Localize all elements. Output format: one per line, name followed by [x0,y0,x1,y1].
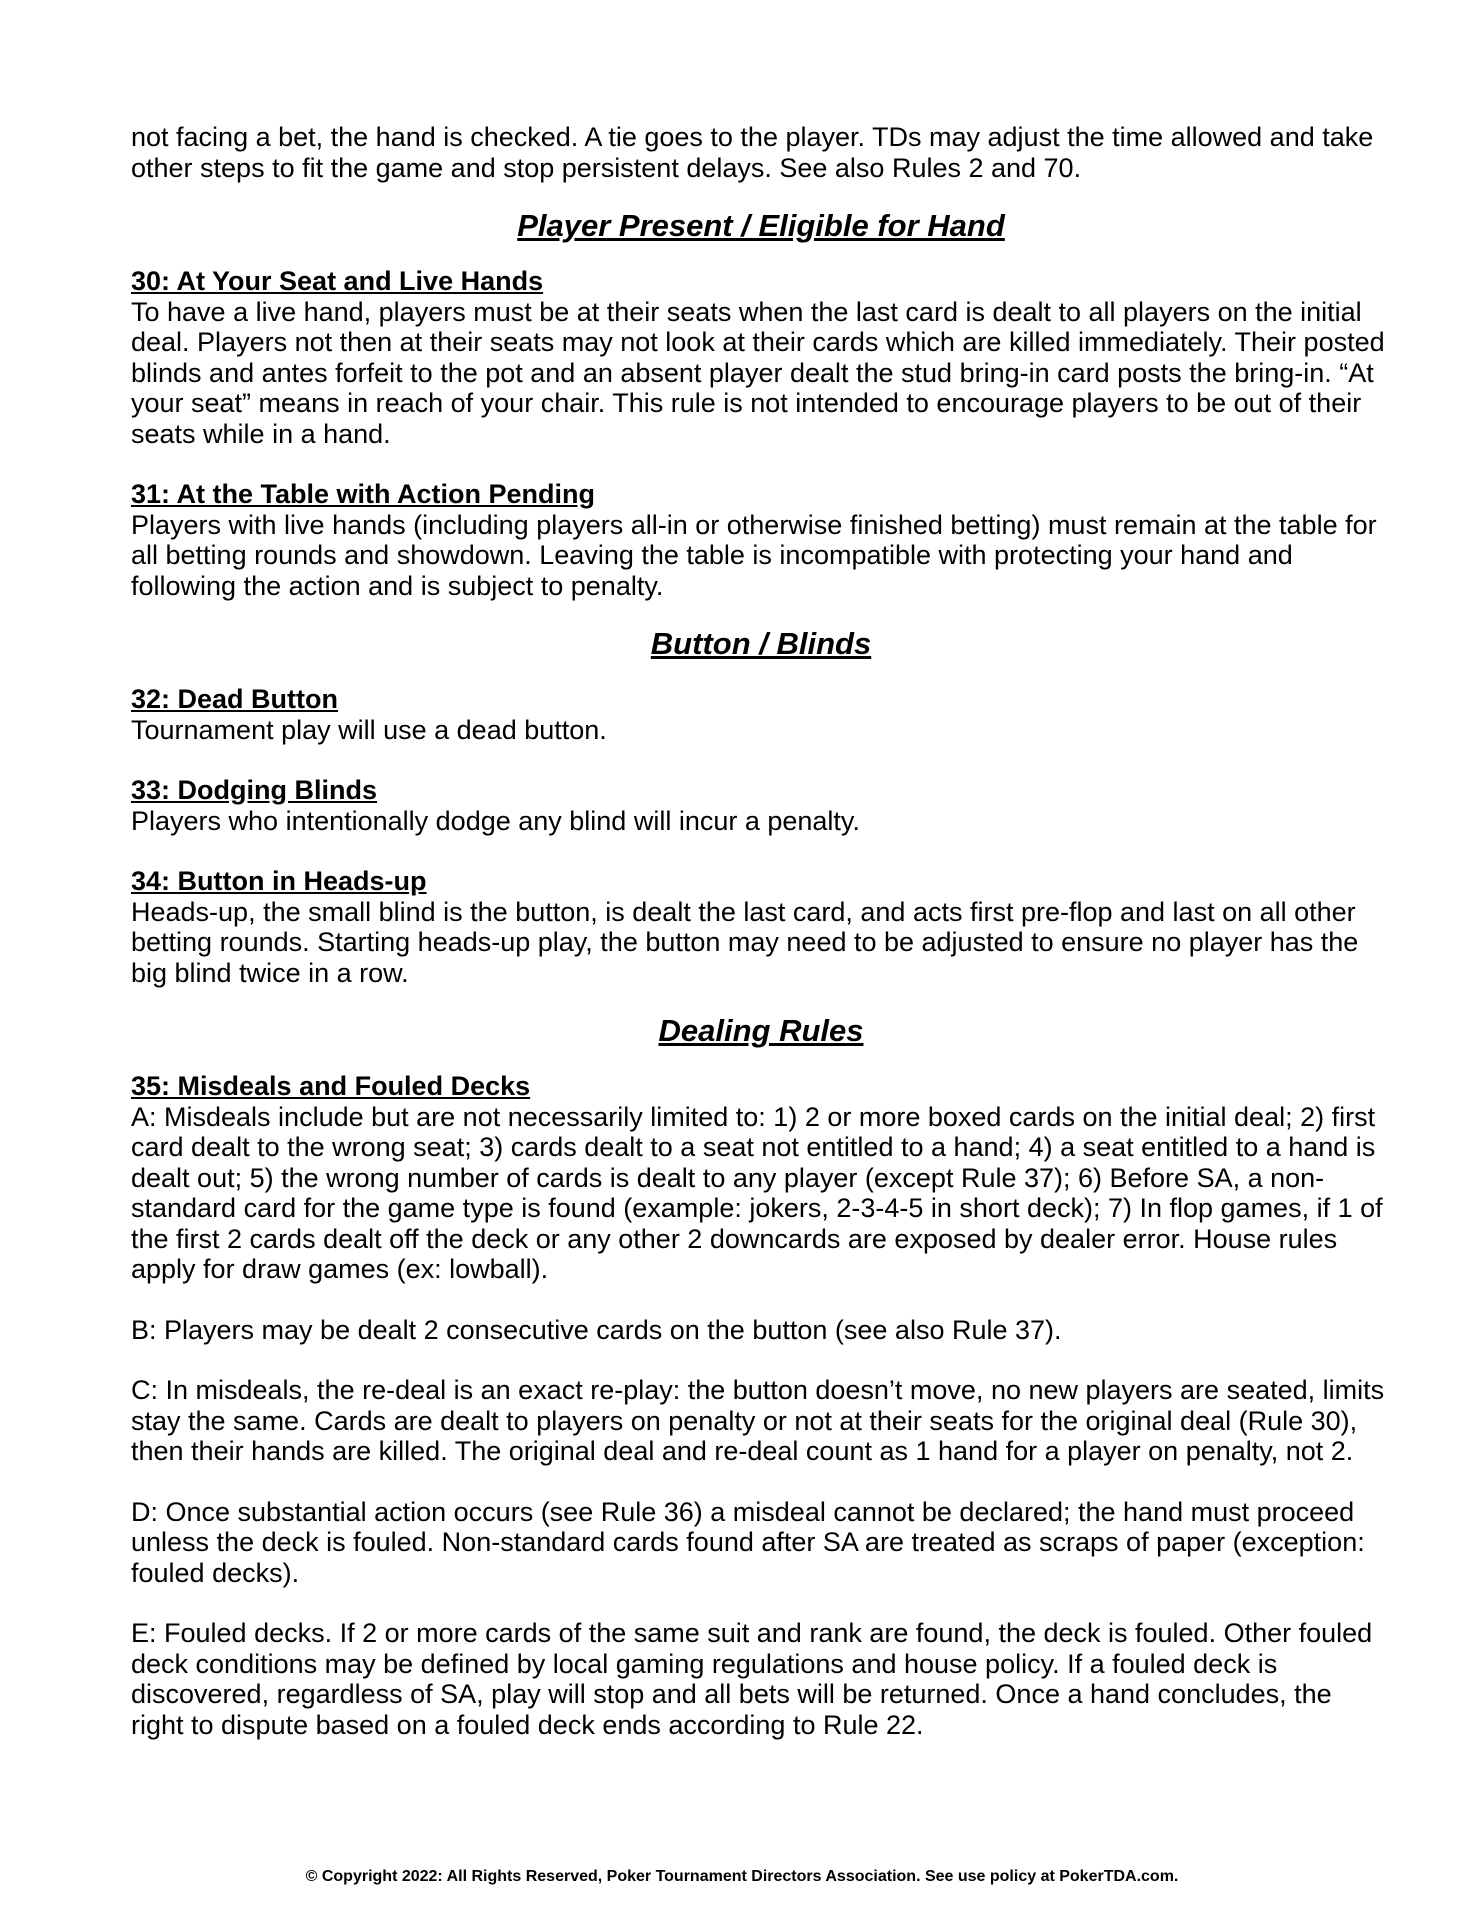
rule-30 [131,266,1391,449]
intro-paragraph: not facing a bet, the hand is checked. A tie goes to the player. TDs may adjust the time allowed and take other steps to fit the game and stop persistent delays. See also Rules 2 and 70. [131,122,1374,183]
rule-34-title: 34: Button in Heads-up [131,866,427,896]
document-page [131,122,1391,1740]
rule-35-part-e: E: Fouled decks. If 2 or more cards of the same suit and rank are found, the deck is fouled. Other fouled deck conditions may be defined by local gaming regulations and house policy. If a fouled deck is discovered, regardless of SA, play will stop and all bets will be returned. Once a hand concludes, the right to dispute based on a fouled deck ends according to Rule 22. [131,1618,1373,1740]
rule-35-part-c: C: In misdeals, the re-deal is an exact re-play: the button doesn’t move, no new players are seated, limits stay the same. Cards are dealt to players on penalty or not at their seats for the original deal (Rule 30), then their hands are killed. The original deal and re-deal count as 1 hand for a player on penalty, not 2. [131,1375,1385,1466]
rule-31-title: 31: At the Table with Action Pending [131,479,596,509]
rule-35-part-d: D: Once substantial action occurs (see Rule 36) a misdeal cannot be declared; the hand must proceed unless the deck is fouled. Non-standard cards found after SA are treated as scraps of paper (exception: fouled decks). [131,1496,1365,1588]
section-title-player-present: Player Present / Eligible for Hand [517,208,1005,243]
rule-33 [131,775,1391,836]
rule-32-title: 32: Dead Button [131,684,339,714]
copyright-footer: © Copyright 2022: All Rights Reserved, Poker Tournament Directors Association. See use policy at PokerTDA.com. [305,1868,1179,1885]
rule-33-text: Players who intentionally dodge any blind will incur a penalty. [131,805,860,836]
rule-35 [131,1071,1391,1740]
section-title-button-blinds: Button / Blinds [650,626,872,661]
rule-33-title: 33: Dodging Blinds [131,775,377,805]
rule-32 [131,684,1391,745]
rule-34 [131,866,1391,988]
section-title-dealing-rules: Dealing Rules [658,1013,864,1048]
rule-30-text: To have a live hand, players must be at their seats when the last card is dealt to all players on the initial deal. Players not then at their seats may not look at their cards which are killed immediately. Their posted blinds and antes forfeit to the pot and an absent player dealt the stud bring-in card posts the bring-in. “At your seat” means in reach of your chair. This rule is not intended to encourage players to be out of their seats while in a hand. [131,296,1385,449]
rule-35-title: 35: Misdeals and Fouled Decks [131,1071,531,1101]
rule-31-text: Players with live hands (including players all-in or otherwise finished betting) must remain at the table for all betting rounds and showdown. Leaving the table is incompatible with protecting your hand and following the action and is subject to penalty. [131,509,1377,601]
rule-31 [131,479,1391,601]
rule-34-text: Heads-up, the small blind is the button, is dealt the last card, and acts first pre-flop and last on all other betting rounds. Starting heads-up play, the button may need to be adjusted to ensure no player has the big blind twice in a row. [131,896,1359,988]
rule-35-part-b: B: Players may be dealt 2 consecutive cards on the button (see also Rule 37). [131,1314,1062,1345]
rule-35-part-a: A: Misdeals include but are not necessarily limited to: 1) 2 or more boxed cards on the initial deal; 2) first card dealt to the wrong seat; 3) cards dealt to a seat not entitled to a hand; 4) a seat entitled to a hand is dealt out; 5) the wrong number of cards is dealt to any player (except Rule 37); 6) Before SA, a non-standard card for the game type is found (example: jokers, 2-3-4-5 in short deck); 7) In flop games, if 1 of the first 2 cards dealt off the deck or any other 2 downcards are exposed by dealer error. House rules apply for draw games (ex: lowball). [131,1101,1383,1284]
rule-30-title: 30: At Your Seat and Live Hands [131,266,544,296]
rule-32-text: Tournament play will use a dead button. [131,714,607,745]
